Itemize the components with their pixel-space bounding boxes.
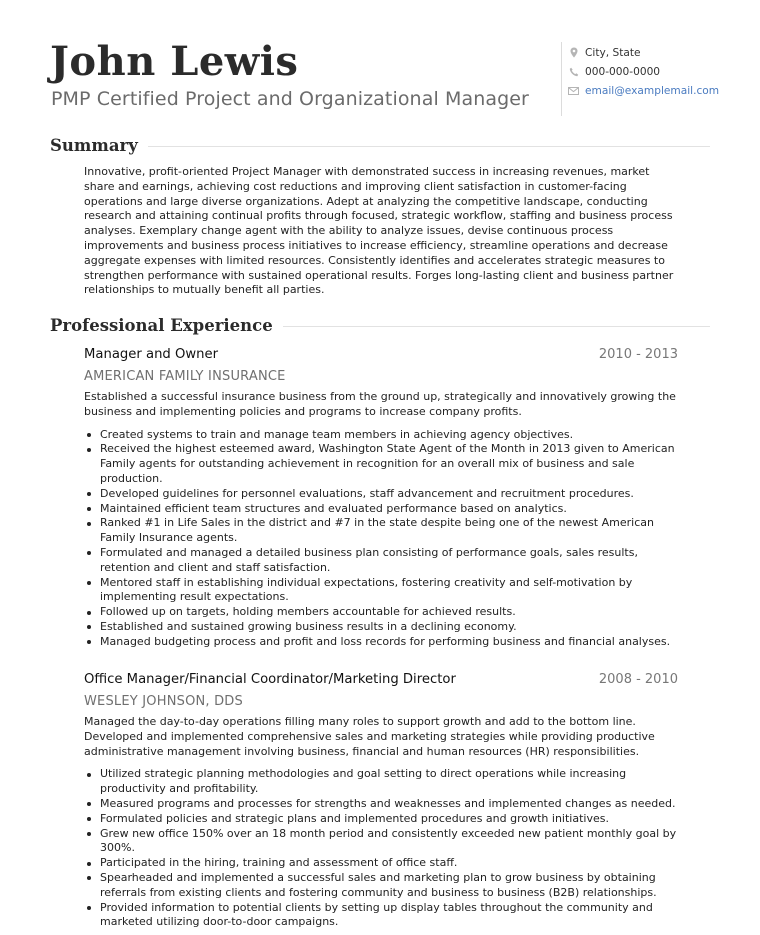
summary-section-header [50,135,710,157]
section-rule [283,326,710,327]
contact-divider [561,42,562,116]
phone-text: 000-000-0000 [585,65,661,78]
job-description: Established a successful insurance business from the ground up, strategically and innovatively growing the business and implementing policies and programs to increase company profits. [84,390,676,418]
job-bullet: Received the highest esteemed award, Washington State Agent of the Month in 2013 given to American Family agents for outstanding achievement in recognition for an overall mix of business and sale production. [84,442,678,486]
contact-block [568,43,758,100]
contact-email[interactable] [568,81,758,100]
job-entry [84,671,678,930]
job-header [84,346,678,364]
job-bullet: Spearheaded and implemented a successful sales and marketing plan to grow business by obtaining referrals from existing clients and fostering community and business to business (B2B) relationships. [84,871,678,901]
contact-location [568,43,758,62]
job-bullet: Formulated and managed a detailed business plan consisting of performance goals, sales results, retention and client and staff satisfaction. [84,546,678,576]
job-bullet: Mentored staff in establishing individual expectations, fostering creativity and self-motivation by implementing result expectations. [84,576,678,606]
job-entry [84,346,678,650]
map-pin-icon [568,47,579,58]
job-description: Managed the day-to-day operations filling many roles to support growth and add to the bottom line. Developed and implemented comprehensive sales and marketing strategies while providing productive administrative management involving business, financial and human resources (HR) responsibilities. [84,715,655,758]
job-dates: 2010 - 2013 [598,347,678,362]
job-bullet: Grew new office 150% over an 18 month period and consistently exceeded new patient monthly goal by 300%. [84,827,678,857]
phone-icon [568,66,579,77]
candidate-name: John Lewis [50,38,299,85]
job-bullet: Utilized strategic planning methodologies and goal setting to direct operations while increasing productivity and profitability. [84,767,678,797]
job-bullet: Managed budgeting process and profit and loss records for performing business and financial analyses. [84,635,678,650]
job-bullet: Developed guidelines for personnel evaluations, staff advancement and recruitment procedures. [84,487,678,502]
job-bullet: Established and sustained growing business results in a declining economy. [84,620,678,635]
job-bullet-list [84,767,678,930]
envelope-icon [568,85,579,96]
job-bullet: Formulated policies and strategic plans and implemented procedures and growth initiatives. [84,812,678,827]
job-bullet: Provided information to potential clients by setting up display tables throughout the community and marketed utilizing door-to-door campaigns. [84,901,678,931]
candidate-headline: PMP Certified Project and Organizational Manager [51,88,529,110]
job-bullet: Measured programs and processes for strengths and weaknesses and implemented changes as needed. [84,797,678,812]
job-bullet: Created systems to train and manage team members in achieving agency objectives. [84,428,678,443]
job-title: Manager and Owner [84,347,219,362]
job-company: WESLEY JOHNSON, DDS [84,694,243,709]
job-bullet: Followed up on targets, holding members accountable for achieved results. [84,605,678,620]
contact-phone [568,62,758,81]
job-bullet: Participated in the hiring, training and assessment of office staff. [84,856,678,871]
location-text: City, State [585,46,641,59]
job-bullet: Ranked #1 in Life Sales in the district and #7 in the state despite being one of the newest American Family Insurance agents. [84,516,678,546]
job-title: Office Manager/Financial Coordinator/Marketing Director [84,672,456,687]
experience-section-header [50,315,710,337]
section-rule [148,146,710,147]
summary-heading: Summary [50,136,138,155]
job-company: AMERICAN FAMILY INSURANCE [84,369,286,384]
email-link[interactable]: email@examplemail.com [585,84,720,97]
job-bullet-list [84,428,678,650]
job-bullet: Maintained efficient team structures and evaluated performance based on analytics. [84,502,678,517]
experience-heading: Professional Experience [50,316,273,335]
job-dates: 2008 - 2010 [598,672,678,687]
job-header [84,671,678,689]
summary-text: Innovative, profit-oriented Project Manager with demonstrated success in increasing revenues, market share and earnings, achieving cost reductions and improving client satisfaction in customer-facing operations and large diverse organizations. Adept at analyzing the competitive landscape, conducting research and attaining continual profits through focused, strategic workflow, staffing and business process analyses. Exemplary change agent with the ability to analyze issues, devise continuous process improvements and business process initiatives to increase efficiency, streamline operations and decrease aggregate expenses with limited resources. Consistently identifies and accelerates strategic measures to strengthen performance with sustained operational results. Forges long-lasting client and business partner relationships to mutually benefit all parties. [84,165,674,297]
